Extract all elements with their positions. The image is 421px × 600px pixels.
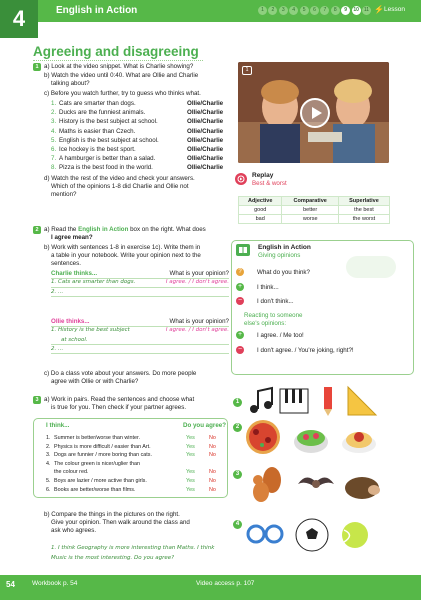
list-item-number: 8. xyxy=(51,164,57,172)
lesson-label: Lesson xyxy=(384,6,405,13)
ollie-hand2: at school. xyxy=(61,337,88,343)
lesson-pill[interactable]: 5 xyxy=(300,6,309,15)
ollie-hand1: 1. History is the best subject xyxy=(51,327,130,333)
row-number: 4. xyxy=(46,460,51,467)
no-option[interactable]: No xyxy=(209,443,216,450)
charlie-table xyxy=(51,270,229,297)
lightning-icon: ⚡ xyxy=(374,5,384,14)
picture-row-1-number: 1 xyxy=(233,398,242,407)
ex2-b-line1: b) Work with sentences 1-8 in exercise 1c). Write them in xyxy=(44,244,201,251)
ollie-head: Ollie thinks... xyxy=(51,318,90,325)
list-item: History is the best subject at school. xyxy=(59,118,158,126)
who-choice[interactable]: Ollie/Charlie xyxy=(187,100,224,107)
question-icon: ? xyxy=(236,268,244,276)
cell: worse xyxy=(282,215,338,224)
ex3-hand2: Music is the most interesting. Do you agree? xyxy=(51,555,175,561)
eia-disagree: I don't agree. / You're joking, right?! xyxy=(257,347,354,354)
eia-dont-think: I don't think... xyxy=(257,298,294,305)
ex2-a-line1 xyxy=(44,226,206,234)
ex2-c-line2: agree with Ollie or with Charlie? xyxy=(51,378,139,385)
exercise-2-badge: 2 xyxy=(33,226,41,234)
ruler-set-icon xyxy=(346,385,378,417)
replay-subtitle: Best & worst xyxy=(252,180,287,187)
eia-agree: I agree. / Me too! xyxy=(257,332,304,339)
squirrel-icon xyxy=(248,466,284,506)
no-option[interactable]: No xyxy=(209,478,216,484)
row-statement: Physics is more difficult / easier than Art. xyxy=(54,443,151,450)
ex3-a-line2: is true for you. Then check if your partner agrees. xyxy=(51,404,187,411)
who-choice[interactable]: Ollie/Charlie xyxy=(187,146,224,153)
list-item: Ducks are the funniest animals. xyxy=(59,109,146,117)
ex1-c: c) Before you watch further, try to guess who thinks what. xyxy=(44,90,201,97)
ex2-c-line1: c) Do a class vote about your answers. Do more people xyxy=(44,370,197,377)
piano-keys-icon xyxy=(278,385,310,417)
book-icon xyxy=(236,244,250,256)
charlie-two: 2. ... xyxy=(51,289,64,295)
speech-bubble-icon xyxy=(346,256,396,278)
row-number: 6. xyxy=(46,486,51,493)
list-item-number: 3. xyxy=(51,118,57,126)
list-item-number: 1. xyxy=(51,100,57,107)
ex3-b-line2: Give your opinion. Then walk around the class and xyxy=(51,519,190,526)
ex3-hand1: 1. I think Geography is more interesting than Maths. I think xyxy=(51,545,215,551)
yes-option[interactable]: Yes xyxy=(186,443,195,450)
opinion-head: What is your opinion? xyxy=(169,318,229,325)
exercise-3-badge: 3 xyxy=(33,396,41,404)
play-button[interactable] xyxy=(300,98,330,128)
lesson-pill[interactable]: 1 xyxy=(258,6,267,15)
footer-bar xyxy=(0,575,421,600)
list-item: Maths is easier than Czech. xyxy=(59,127,136,135)
ex2-a-pre: a) Read the xyxy=(44,226,79,233)
page-title: Agreeing and disagreeing xyxy=(33,44,199,59)
lesson-pill[interactable]: 2 xyxy=(268,6,277,15)
minus-icon: − xyxy=(237,346,243,353)
row-number: 5. xyxy=(46,478,51,484)
row-number: 1. xyxy=(46,435,51,441)
workbook-link[interactable]: Workbook p. 54 xyxy=(32,580,78,587)
row-number: 2. xyxy=(46,443,51,450)
title-divider xyxy=(33,60,203,61)
cell: better xyxy=(282,206,338,215)
yes-option[interactable]: Yes xyxy=(186,452,195,459)
replay-icon xyxy=(235,173,247,185)
football-icon xyxy=(294,517,330,553)
opinion-head: What is your opinion? xyxy=(169,270,229,277)
lesson-pill[interactable]: 11 xyxy=(363,7,370,13)
yes-option[interactable]: Yes xyxy=(186,435,195,441)
list-item: Pizza is the best food in the world. xyxy=(59,164,153,172)
ex2-a-line2: I agree mean? xyxy=(51,234,93,241)
col-comparative: Comparative xyxy=(282,197,338,206)
lesson-pill[interactable]: 6 xyxy=(310,6,319,15)
cell: good xyxy=(239,206,282,215)
eia-question: What do you think? xyxy=(257,269,310,276)
unit-number: 4 xyxy=(0,0,38,38)
list-item-number: 7. xyxy=(51,155,57,163)
think-head: I think... xyxy=(46,422,70,429)
video-number-badge: 1 xyxy=(242,66,252,75)
col-adjective: Adjective xyxy=(239,197,282,206)
list-item-number: 6. xyxy=(51,146,57,153)
eia-react2: else's opinions: xyxy=(244,320,287,327)
ex2-b-line2: a table in your notebook. Write your opinion next to the xyxy=(51,252,201,259)
lesson-pill[interactable]: 4 xyxy=(289,6,298,15)
replay-title: Replay xyxy=(252,172,274,179)
who-choice[interactable]: Ollie/Charlie xyxy=(187,164,224,172)
list-item: Cats are smarter than dogs. xyxy=(59,100,136,107)
lesson-pill[interactable]: 8 xyxy=(331,6,340,15)
charlie-head: Charlie thinks... xyxy=(51,270,98,277)
salad-icon xyxy=(292,418,330,456)
spaghetti-icon xyxy=(340,418,378,456)
minus-icon: − xyxy=(237,297,243,304)
plus-icon: + xyxy=(237,331,243,338)
ex3-b-line3: ask who agrees. xyxy=(51,527,97,534)
tennis-ball-icon xyxy=(340,520,370,550)
no-option[interactable]: No xyxy=(209,452,216,459)
ex1-d-line3: mention? xyxy=(51,191,77,198)
music-notes-icon xyxy=(244,385,276,417)
yes-option[interactable]: Yes xyxy=(186,478,195,484)
ex3-b-line1: b) Compare the things in the pictures on the right. xyxy=(44,511,180,518)
who-choice[interactable]: Ollie/Charlie xyxy=(187,118,224,126)
page-number: 54 xyxy=(6,580,15,589)
plus-icon: + xyxy=(237,283,243,290)
eia-think: I think... xyxy=(257,284,279,291)
ollie-two: 2. ... xyxy=(51,346,64,352)
picture-row-2-number: 2 xyxy=(233,423,242,432)
who-choice[interactable]: Ollie/Charlie xyxy=(187,127,224,135)
ex3-a-line1: a) Work in pairs. Read the sentences and choose what xyxy=(44,396,195,403)
row-statement: Dogs are funnier / more boring than cats. xyxy=(54,452,152,459)
pencil-icon xyxy=(312,385,344,417)
picture-row-3-number: 3 xyxy=(233,470,242,479)
eia-title: English in Action xyxy=(258,244,311,251)
ollie-table xyxy=(51,318,229,354)
goggles-icon xyxy=(244,517,286,551)
who-choice[interactable]: Ollie/Charlie xyxy=(187,155,224,163)
eia-subtitle: Giving opinions xyxy=(258,252,301,259)
list-item-number: 5. xyxy=(51,136,57,144)
no-option[interactable]: No xyxy=(209,469,216,476)
bat-icon xyxy=(296,466,336,502)
cell: the worst xyxy=(338,215,389,224)
ex1-a: a) Look at the video snippet. What is Charlie showing? xyxy=(44,63,194,70)
yes-option[interactable]: Yes xyxy=(186,469,195,476)
ex2-a-link: English in Action xyxy=(78,226,129,233)
video-access-link[interactable]: Video access p. 107 xyxy=(196,580,255,587)
row-statement: Books are better/worse than films. xyxy=(54,486,136,493)
no-option[interactable]: No xyxy=(209,435,216,441)
no-option[interactable]: No xyxy=(209,486,216,493)
ex1-b-line1: b) Watch the video until 0:40. What are Ollie and Charlie xyxy=(44,72,199,79)
charlie-hand: 1. Cats are smarter than dogs. xyxy=(51,279,136,285)
hedgehog-icon xyxy=(342,466,382,502)
ex1-d-line2: Which of the opinions 1-8 did Charlie and Ollie not xyxy=(51,183,189,190)
eia-react1: Reacting to someone xyxy=(244,312,303,319)
agree-head: Do you agree? xyxy=(183,422,226,429)
ex1-b-line2: talking about? xyxy=(51,80,90,87)
lesson-pill[interactable]: 9 xyxy=(341,6,350,15)
col-superlative: Superlative xyxy=(338,197,389,206)
who-choice[interactable]: Ollie/Charlie xyxy=(187,136,224,144)
who-choice[interactable]: Ollie/Charlie xyxy=(187,109,224,117)
lesson-pill[interactable]: 3 xyxy=(279,6,288,15)
cell: bad xyxy=(239,215,282,224)
list-item: English is the best subject at school. xyxy=(59,136,159,144)
unit-title: English in Action xyxy=(56,5,138,16)
row-statement: The colour green is nicer/uglier than xyxy=(54,460,140,467)
yes-option[interactable]: Yes xyxy=(186,486,195,493)
list-item-number: 2. xyxy=(51,109,57,117)
lesson-pill[interactable]: 10 xyxy=(353,7,359,13)
row-statement: Boys are lazier / more active than girls. xyxy=(54,478,147,484)
row-statement: the colour red. xyxy=(54,469,89,476)
replay-table xyxy=(238,196,390,224)
list-item: Ice hockey is the best sport. xyxy=(59,146,136,153)
pizza-icon xyxy=(244,418,282,456)
ex2-b-line3: sentences. xyxy=(51,260,81,267)
ollie-answer: I agree. / I don't agree. xyxy=(165,327,229,333)
cell: the best xyxy=(338,206,389,215)
list-item-number: 4. xyxy=(51,127,57,135)
list-item: A hamburger is better than a salad. xyxy=(59,155,156,163)
ex2-a-post: box on the right. What does xyxy=(128,226,206,233)
lesson-pill[interactable]: 7 xyxy=(320,6,329,15)
row-number: 3. xyxy=(46,452,51,459)
ex1-d-line1: d) Watch the rest of the video and check your answers. xyxy=(44,175,195,182)
exercise-1-badge: 1 xyxy=(33,63,41,71)
picture-row-4-number: 4 xyxy=(233,520,242,529)
row-statement: Summer is better/worse than winter. xyxy=(54,435,140,441)
charlie-answer: I agree. / I don't agree. xyxy=(165,279,229,285)
play-icon xyxy=(302,100,328,126)
